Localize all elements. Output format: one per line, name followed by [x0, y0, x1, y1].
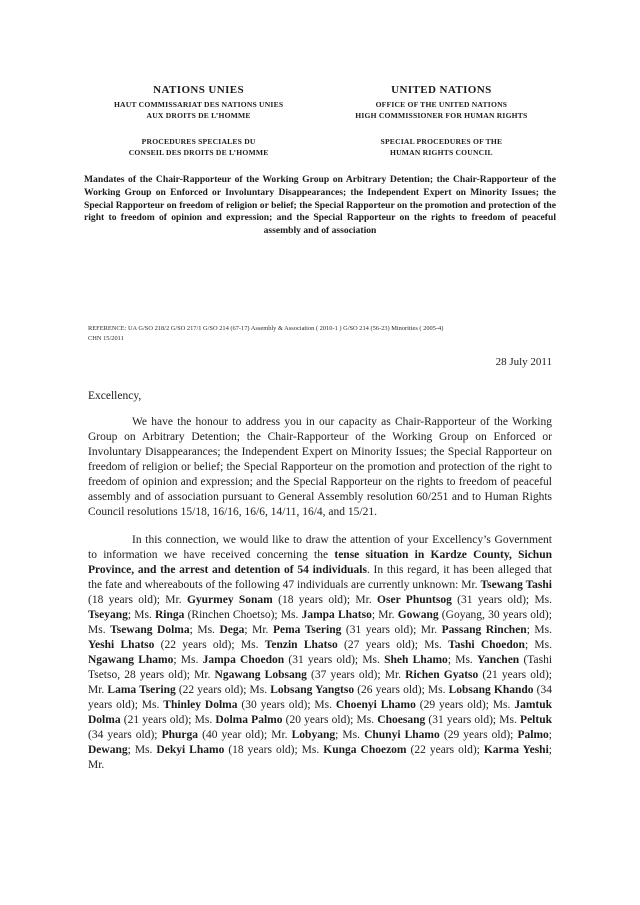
body-paragraph-2: In this connection, we would like to draw the attention of your Excellency’s Government to information we have received concerning the tense situation in Kardze County, Sichun Province, and the arrest and detention of 54 individuals. In this regard, it has been alleged that the fate and whereabouts of the following 47 individuals are currently unknown: Mr. Tsewang Tashi (18 years old); Mr. Gyurmey Sonam (18 years old); Mr. Oser Phuntsog (31 years old); Ms. Tseyang; Ms. Ringa (Rinchen Choetso); Ms. Jampa Lhatso; Mr. Gowang (Goyang, 30 years old); Ms. Tsewang Dolma; Ms. Dega; Mr. Pema Tsering (31 years old); Mr. Passang Rinchen; Ms. Yeshi Lhatso (22 years old); Ms. Tenzin Lhatso (27 years old); Ms. Tashi Choedon; Ms. Ngawang Lhamo; Ms. Jampa Choedon (31 years old); Ms. Sheh Lhamo; Ms. Yanchen (Tashi Tsetso, 28 years old); Mr. Ngawang Lobsang (37 years old); Mr. Richen Gyatso (21 years old); Mr. Lama Tsering (22 years old); Ms. Lobsang Yangtso (26 years old); Ms. Lobsang Khando (34 years old); Ms. Thinley Dolma (30 years old); Ms. Choenyi Lhamo (29 years old); Ms. Jamtuk Dolma (21 years old); Ms. Dolma Palmo (20 years old); Ms. Choesang (31 years old); Ms. Peltuk (34 years old); Phurga (40 year old); Mr. Lobyang; Ms. Chunyi Lhamo (29 years old); Palmo; Dewang; Ms. Dekyi Lhamo (18 years old); Ms. Kunga Choezom (22 years old); Karma Yeshi; Mr. — [88, 534, 553, 772]
letterhead-french — [82, 84, 315, 158]
commissioner-line2-english: HIGH COMMISSIONER FOR HUMAN RIGHTS — [355, 111, 528, 120]
procedures-line2-english: HUMAN RIGHTS COUNCIL — [390, 148, 493, 157]
body-paragraph-1: We have the honour to address you in our capacity as Chair-Rapporteur of the Working Group on Arbitrary Detention; the Chair-Rapporteur of the Working Group on Enforced or Involuntary Disappearances; the Independent Expert on Minority Issues; the Special Rapporteur on freedom of religion or belief; the Special Rapporteur on the promotion and protection of the right to freedom of opinion and expression; and the Special Rapporteur on the rights to freedom of peaceful assembly and of association pursuant to General Assembly resolution 60/251 and to Human Rights Council resolutions 15/18, 16/16, 16/6, 14/11, 16/4, and 15/21. — [88, 416, 552, 519]
salutation: Excellency, — [88, 390, 142, 403]
procedures-line1-french: PROCEDURES SPECIALES DU — [141, 137, 256, 146]
letterhead-english — [325, 84, 558, 158]
un-title-english: UNITED NATIONS — [391, 84, 492, 96]
reference-line-1: REFERENCE: UA G/SO 218/2 G/SO 217/1 G/SO 214 (67-17) Assembly & Association ( 2010-1 ) G/SO 214 (56-23) Minorities ( 2005-4) — [88, 324, 444, 332]
un-title-french: NATIONS UNIES — [153, 84, 245, 96]
procedures-line1-english: SPECIAL PROCEDURES OF THE — [380, 137, 503, 146]
letterhead — [82, 84, 558, 158]
commissioner-line1-english: OFFICE OF THE UNITED NATIONS — [375, 100, 508, 109]
commissioner-line1-french: HAUT COMMISSARIAT DES NATIONS UNIES — [113, 100, 284, 109]
reference-block — [88, 324, 552, 345]
mandates-paragraph: Mandates of the Chair-Rapporteur of the Working Group on Arbitrary Detention; the Chair-Rapporteur of the Working Group on Enforced or Involuntary Disappearances; the Independent Expert on Minority Issues; the Special Rapporteur on freedom of religion or belief; the Special Rapporteur on the promotion and protection of the right to freedom of opinion and expression; and the Special Rapporteur on the rights to freedom of peaceful assembly and of association — [84, 174, 556, 236]
reference-line-2: CHN 15/2011 — [88, 335, 124, 342]
date: 28 July 2011 — [495, 356, 552, 369]
procedures-line2-french: CONSEIL DES DROITS DE L’HOMME — [128, 148, 269, 157]
commissioner-line2-french: AUX DROITS DE L’HOMME — [146, 111, 251, 120]
